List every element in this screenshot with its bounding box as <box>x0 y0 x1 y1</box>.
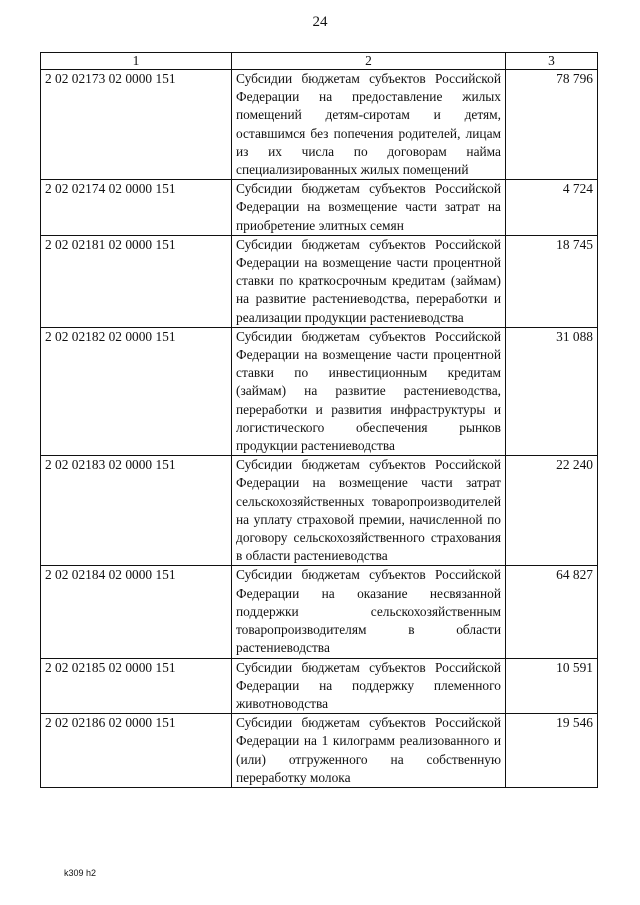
table-row <box>41 566 598 658</box>
budget-table <box>40 52 598 788</box>
amount: 78 796 <box>506 70 598 180</box>
subsidy-description: Субсидии бюджетам субъектов Российской Федерации на возмещение части процентной ставки по инвестиционным кредитам (займам) на развитие растениеводства, переработки и развития инфраструктуры и логистического обеспечения рынков продукции растениеводства <box>232 327 506 455</box>
budget-code: 2 02 02181 02 0000 151 <box>41 235 232 327</box>
table-row <box>41 235 598 327</box>
amount: 4 724 <box>506 180 598 236</box>
table-row <box>41 456 598 566</box>
amount: 18 745 <box>506 235 598 327</box>
amount: 10 591 <box>506 658 598 714</box>
budget-code: 2 02 02185 02 0000 151 <box>41 658 232 714</box>
table-row <box>41 180 598 236</box>
budget-code: 2 02 02183 02 0000 151 <box>41 456 232 566</box>
table-row <box>41 327 598 455</box>
column-header-1: 1 <box>41 53 232 70</box>
budget-code: 2 02 02173 02 0000 151 <box>41 70 232 180</box>
amount: 22 240 <box>506 456 598 566</box>
amount: 64 827 <box>506 566 598 658</box>
header-row <box>41 53 598 70</box>
column-header-2: 2 <box>232 53 506 70</box>
page-number: 24 <box>312 14 328 30</box>
column-header-3: 3 <box>506 53 598 70</box>
table-row <box>41 70 598 180</box>
subsidy-description: Субсидии бюджетам субъектов Российской Федерации на 1 килограмм реализованного и (или) отгруженного на собственную переработку молока <box>232 714 506 788</box>
table-header <box>41 53 598 70</box>
amount: 31 088 <box>506 327 598 455</box>
budget-code: 2 02 02182 02 0000 151 <box>41 327 232 455</box>
subsidy-description: Субсидии бюджетам субъектов Российской Федерации на оказание несвязанной поддержки сельскохозяйственным товаропроизводителям в области растениеводства <box>232 566 506 658</box>
subsidy-description: Субсидии бюджетам субъектов Российской Федерации на предоставление жилых помещений детям-сиротам и детям, оставшимся без попечения родителей, лицам из их числа по договорам найма специализированных жилых помещений <box>232 70 506 180</box>
subsidy-description: Субсидии бюджетам субъектов Российской Федерации на поддержку племенного животноводства <box>232 658 506 714</box>
subsidy-description: Субсидии бюджетам субъектов Российской Федерации на возмещение части затрат на приобретение элитных семян <box>232 180 506 236</box>
subsidy-description: Субсидии бюджетам субъектов Российской Федерации на возмещение части затрат сельскохозяйственных товаропроизводителей на уплату страховой премии, начисленной по договору сельскохозяйственного страхования в области растениеводства <box>232 456 506 566</box>
budget-code: 2 02 02174 02 0000 151 <box>41 180 232 236</box>
amount: 19 546 <box>506 714 598 788</box>
table-row <box>41 714 598 788</box>
footer-document-code: k309 h2 <box>64 868 97 878</box>
budget-code: 2 02 02184 02 0000 151 <box>41 566 232 658</box>
table-row <box>41 658 598 714</box>
budget-code: 2 02 02186 02 0000 151 <box>41 714 232 788</box>
subsidy-description: Субсидии бюджетам субъектов Российской Федерации на возмещение части процентной ставки по краткосрочным кредитам (займам) на развитие растениеводства, переработки и реализации продукции растениеводства <box>232 235 506 327</box>
table-body <box>41 70 598 788</box>
